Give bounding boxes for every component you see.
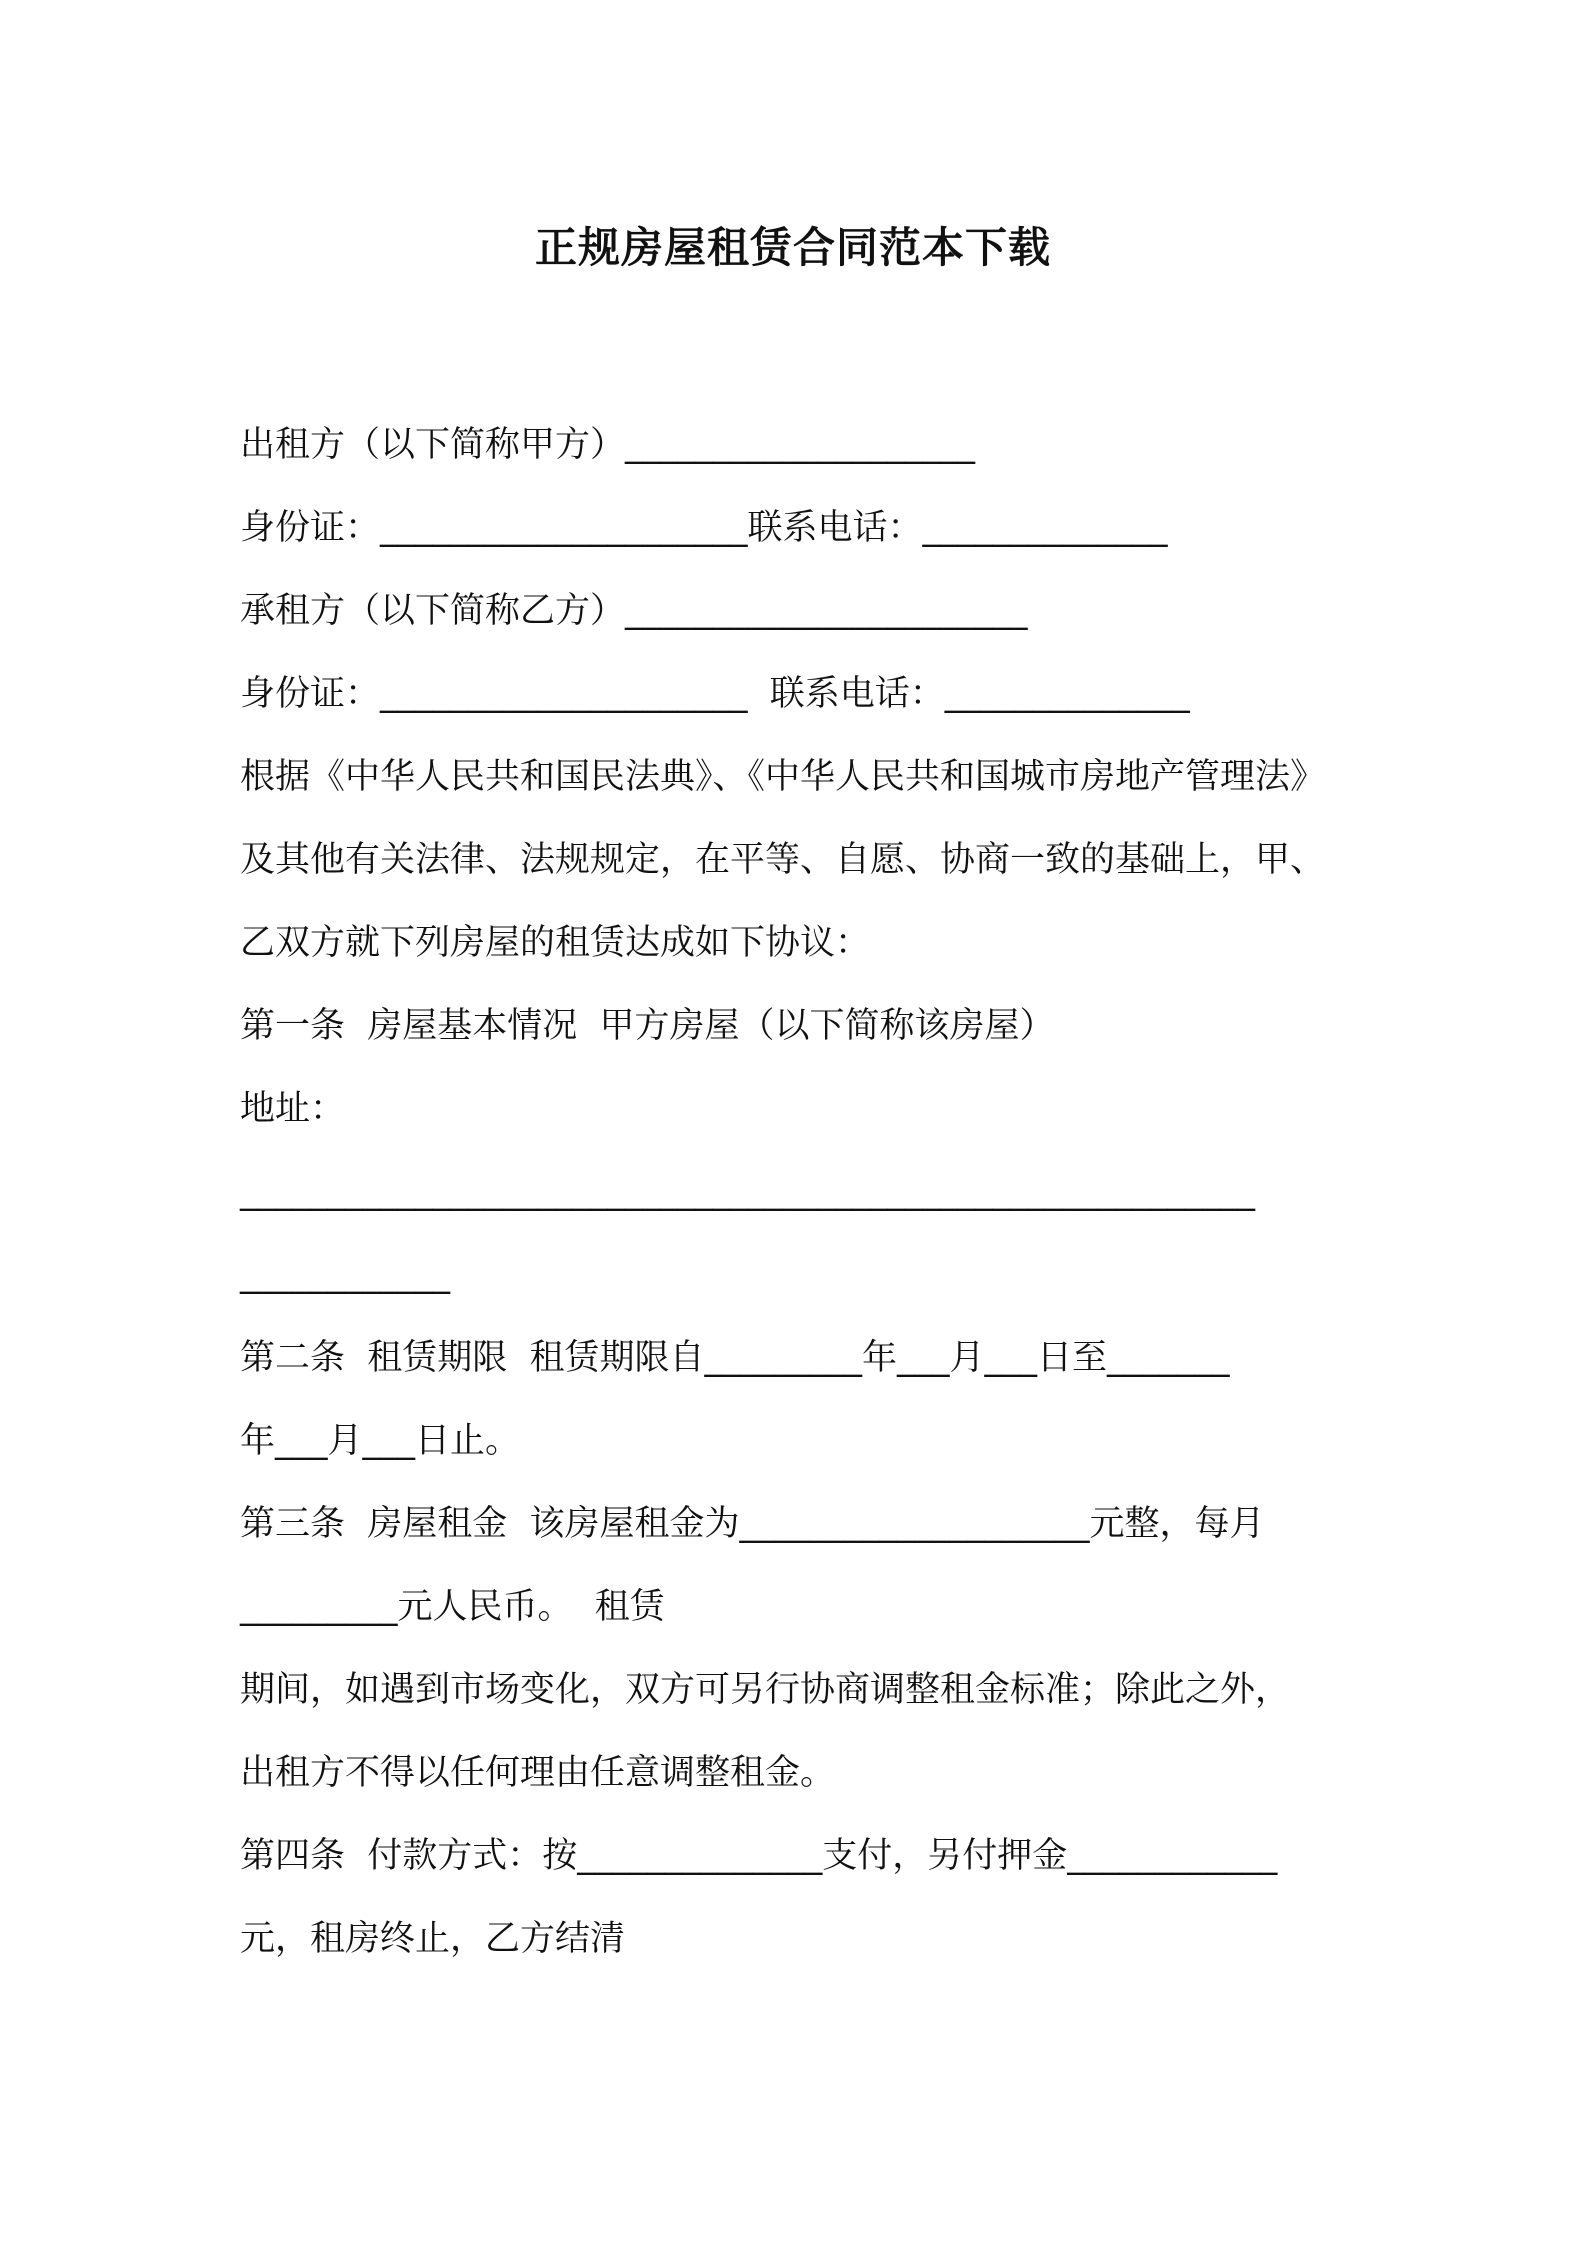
document-body <box>240 404 1360 1981</box>
article-4-line-2: 元，租房终止，乙方结清 <box>240 1919 626 1959</box>
article-2-line-1: 第二条 租赁期限 租赁期限自_________年___月___日至_______ <box>240 1338 1230 1378</box>
article-3-line-3: 期间，如遇到市场变化，双方可另行协商调整租金标准；除此之外， <box>240 1670 1291 1710</box>
address-label: 地址： <box>240 1089 346 1129</box>
article-1-heading: 第一条 房屋基本情况 甲方房屋（以下简称该房屋） <box>240 1006 1055 1046</box>
lessor-id-phone-line: 身份证：_____________________联系电话：______________ <box>240 508 1168 548</box>
address-blank-line-2: ____________ <box>240 1255 450 1295</box>
article-3-line-4: 出租方不得以任何理由任意调整租金。 <box>240 1753 836 1793</box>
document-title: 正规房屋租赁合同范本下载 <box>534 223 1051 272</box>
legal-basis-line-1: 根据《中华人民共和国民法典》、《中华人民共和国城市房地产管理法》 <box>240 757 1326 797</box>
address-blank-line-1: __________________________________________________________ <box>240 1172 1255 1212</box>
lessee-id-phone-line: 身份证：_____________________ 联系电话：______________ <box>240 674 1190 714</box>
article-3-line-2: _________元人民币。 租赁 <box>240 1587 665 1627</box>
lessor-line: 出租方（以下简称甲方）____________________ <box>240 425 976 465</box>
legal-basis-line-3: 乙双方就下列房屋的租赁达成如下协议： <box>240 923 871 963</box>
article-2-line-2: 年___月___日止。 <box>240 1421 521 1461</box>
article-3-line-1: 第三条 房屋租金 该房屋租金为____________________元整，每月 <box>240 1504 1265 1544</box>
article-4-line-1: 第四条 付款方式：按______________支付，另付押金____________ <box>240 1836 1278 1876</box>
legal-basis-line-2: 及其他有关法律、法规规定，在平等、自愿、协商一致的基础上，甲、 <box>240 840 1326 880</box>
lessee-line: 承租方（以下简称乙方）_______________________ <box>240 591 1028 631</box>
